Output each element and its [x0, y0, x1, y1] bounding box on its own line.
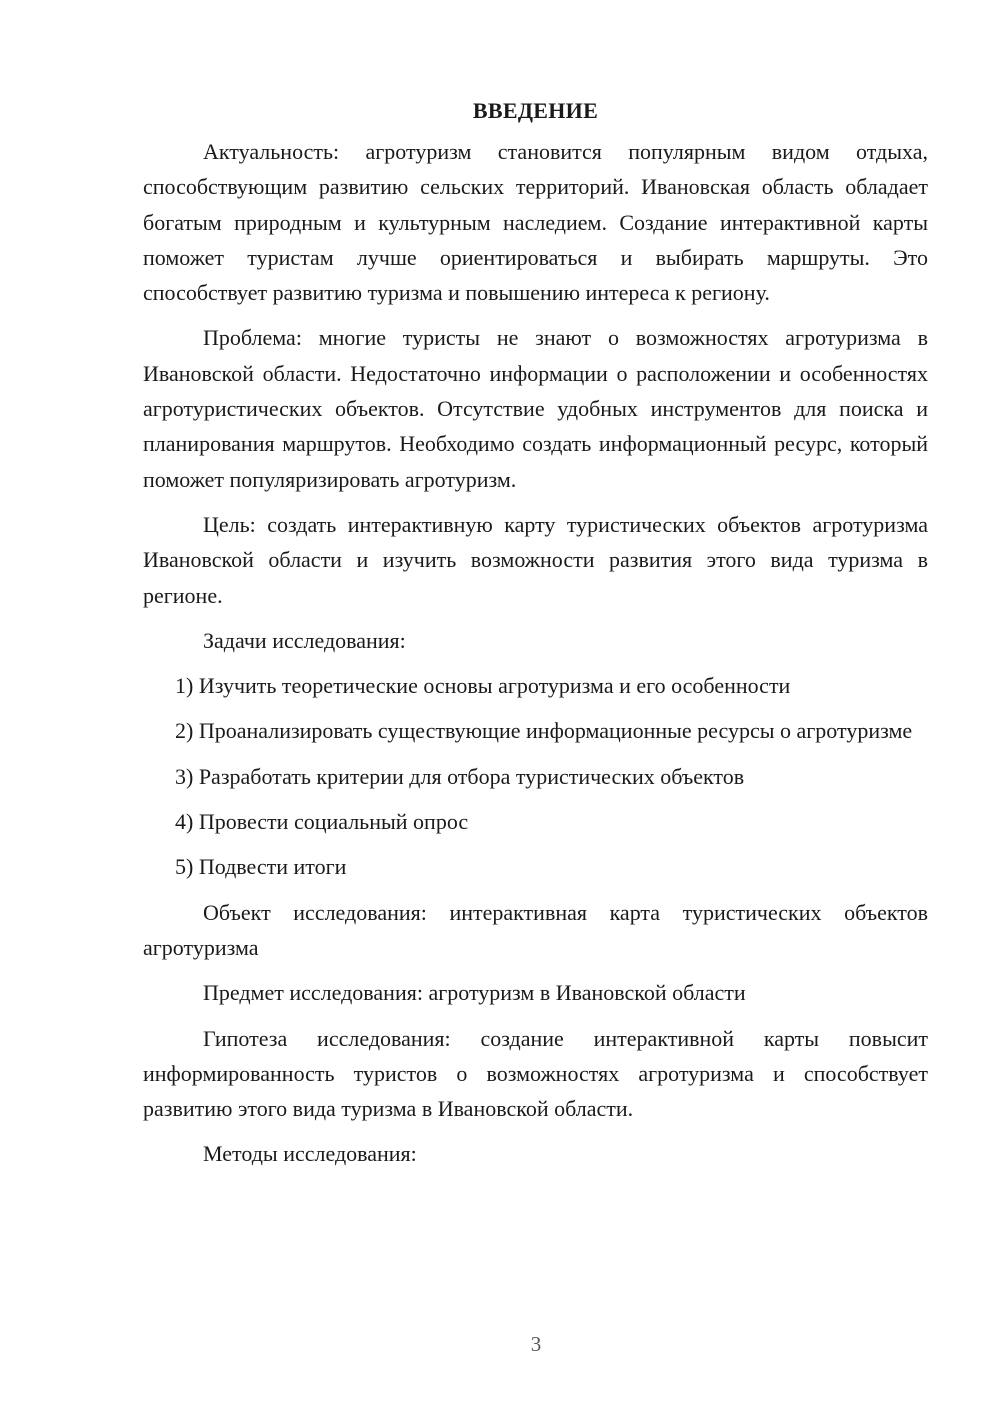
tasks-title: Задачи исследования: [203, 627, 406, 653]
paragraph-methods: Методы исследования: [203, 1141, 417, 1167]
task-item-5: 5) Подвести итоги [175, 854, 347, 880]
task-item-2: 2) Проанализировать существующие информационные ресурсы о агротуризме [175, 718, 913, 744]
section-heading: ВВЕДЕНИЕ [472, 98, 599, 123]
paragraph-relevance: Актуальность: агротуризм становится популярным видом отдыха, способствующим развитию сельских территорий. Ивановская область обладает богатым природным и культурным наследием. Создание интерактивной карты поможет туристам лучше ориентироваться и выбирать маршруты. Это способствует развитию туризма и повышению интереса к региону. [143, 139, 928, 306]
paragraph-problem: Проблема: многие туристы не знают о возможностях агротуризма в Ивановской области. Недостаточно информации о расположении и особенностях агротуристических объектов. Отсутствие удобных инструментов для поиска и планирования маршрутов. Необходимо создать информационный ресурс, который поможет популяризировать агротуризм. [143, 325, 928, 492]
page-content [143, 93, 928, 1182]
paragraph-hypothesis: Гипотеза исследования: создание интерактивной карты повысит информированность туристов о возможностях агротуризма и способствует развитию этого вида туризма в Ивановской области. [143, 1025, 928, 1122]
page-number: 3 [530, 1332, 542, 1356]
paragraph-goal: Цель: создать интерактивную карту туристических объектов агротуризма Ивановской области и изучить возможности развития этого вида туризма в регионе. [143, 511, 928, 608]
paragraph-subject: Предмет исследования: агротуризм в Ивановской области [203, 980, 746, 1006]
task-item-4: 4) Провести социальный опрос [175, 809, 469, 835]
task-item-3: 3) Разработать критерии для отбора туристических объектов [175, 763, 745, 789]
task-item-1: 1) Изучить теоретические основы агротуризма и его особенности [175, 673, 791, 699]
paragraph-object: Объект исследования: интерактивная карта туристических объектов агротуризма [143, 899, 928, 960]
